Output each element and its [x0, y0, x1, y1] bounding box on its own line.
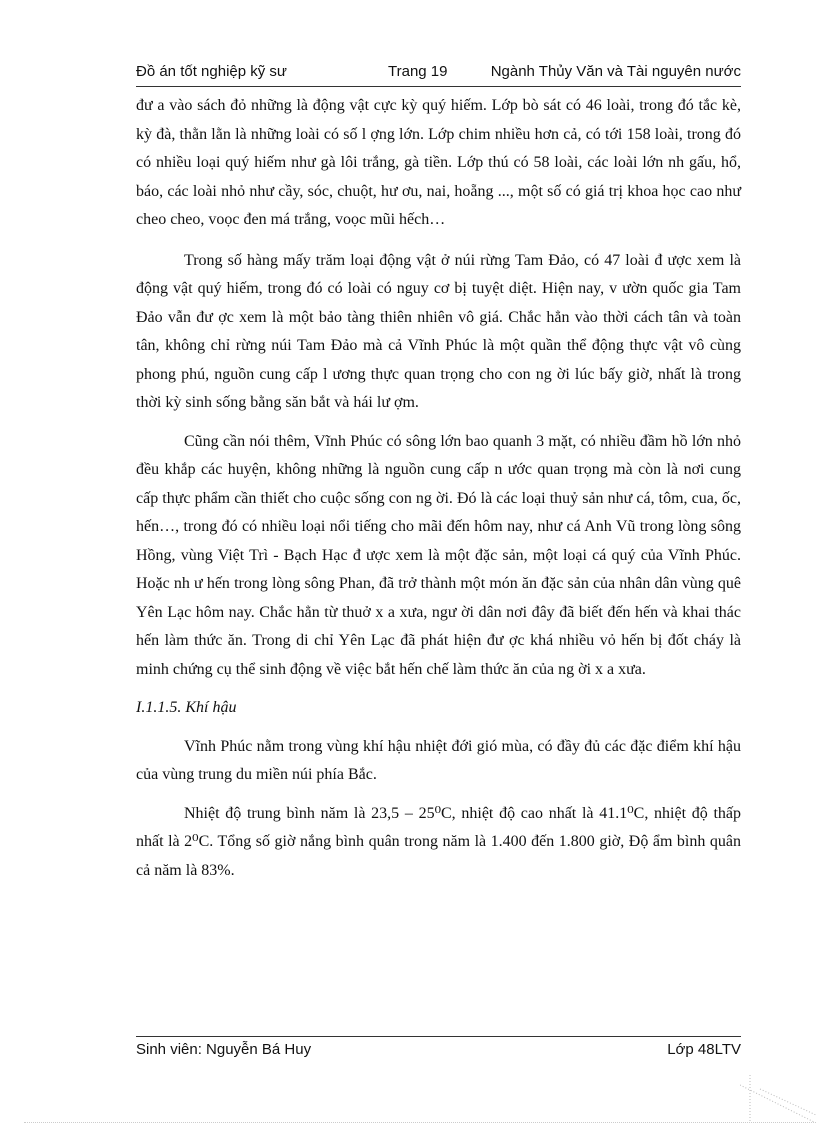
- paragraph-tam-dao: Trong số hàng mấy trăm loại động vật ở núi rừng Tam Đảo, có 47 loài đ ược xem là động vật quý hiếm, trong đó có loài có nguy cơ bị tuyệt diệt. Hiện nay, v ườn quốc gia Tam Đảo vẫn đư ợc xem là một bảo tàng thiên nhiên vô giá. Chắc hẳn vào thời cách tân và toàn tân, không chỉ rừng núi Tam Đảo mà cả Vĩnh Phúc là một quần thể động thực vật vô cùng phong phú, nguồn cung cấp l ương thực quan trọng cho con ng ời lúc bấy giờ, nhất là trong thời kỳ sinh sống bằng săn bắt và hái lư ợm.: [136, 251, 741, 411]
- paragraph-fauna: đư a vào sách đỏ những là động vật cực kỳ quý hiếm. Lớp bò sát có 46 loài, trong đó tắc kè, kỳ đà, thằn lằn là những loài có số l ợng lớn. Lớp chim nhiều hơn cả, có tới 158 loài, trong đó có nhiều loại quý hiếm như gà lôi trắng, gà tiền. Lớp thú có 58 loài, các loài lớn nh gấu, hổ, báo, các loài nhỏ như cầy, sóc, chuột, hư ơu, nai, hoẵng ..., một số có giá trị khoa học cao như cheo cheo, voọc đen má trắng, voọc mũi hếch…: [136, 97, 741, 228]
- footer-student: Sinh viên: Nguyễn Bá Huy: [136, 1041, 312, 1058]
- body-text: [136, 92, 741, 895]
- paragraph-rivers: Cũng cần nói thêm, Vĩnh Phúc có sông lớn bao quanh 3 mặt, có nhiều đầm hồ lớn nhỏ đều khắp các huyện, không những là nguồn cung cấp n ước quan trọng mà còn là nơi cung cấp thực phẩm cần thiết cho cuộc sống con ng ời. Đó là các loại thuỷ sản như cá, tôm, cua, ốc, hến…, trong đó có nhiều loại nổi tiếng cho mãi đến hôm nay, như cá Anh Vũ trong lòng sông Hồng, vùng Việt Trì - Bạch Hạc đ ược xem là một đặc sản, một loại cá quý của Vĩnh Phúc. Hoặc nh ư hến trong lòng sông Phan, đã trở thành một món ăn đặc sản của nhân dân vùng quê Yên Lạc hôm nay. Chắc hẳn từ thuở x a xưa, ngư ời dân nơi đây đã biết đến hến và khai thác hến làm thức ăn. Trong di chỉ Yên Lạc đã phát hiện đư ợc khá nhiều vỏ hến bị đốt cháy là minh chứng cụ thể sinh động về việc bắt hến chế làm thức ăn của ng ời x a xưa.: [136, 432, 741, 678]
- footer-class: Lớp 48LTV: [667, 1041, 741, 1058]
- header-thesis-title: Đồ án tốt nghiệp kỹ sư: [136, 63, 287, 80]
- page-footer: [136, 1041, 741, 1063]
- footer-divider: [136, 1036, 741, 1037]
- paragraph-temperature: Nhiệt độ trung bình năm là 23,5 – 25⁰C, nhiệt độ cao nhất là 41.1⁰C, nhiệt độ thấp nhất là 2⁰C. Tổng số giờ nắng bình quân trong năm là 1.400 đến 1.800 giờ, Độ ẩm bình quân cả năm là 83%.: [136, 804, 741, 879]
- page-corner-decoration: [740, 1075, 816, 1123]
- header-page-number: Trang 19: [388, 63, 448, 80]
- paragraph-climate: Vĩnh Phúc nằm trong vùng khí hậu nhiệt đới gió mùa, có đầy đủ các đặc điểm khí hậu của vùng trung du miền núi phía Bắc.: [136, 737, 741, 783]
- section-heading: I.1.1.5. Khí hậu: [136, 699, 237, 716]
- header-department: Ngành Thủy Văn và Tài nguyên nước: [490, 63, 741, 80]
- header-divider: [136, 86, 741, 87]
- page-header: [136, 63, 741, 85]
